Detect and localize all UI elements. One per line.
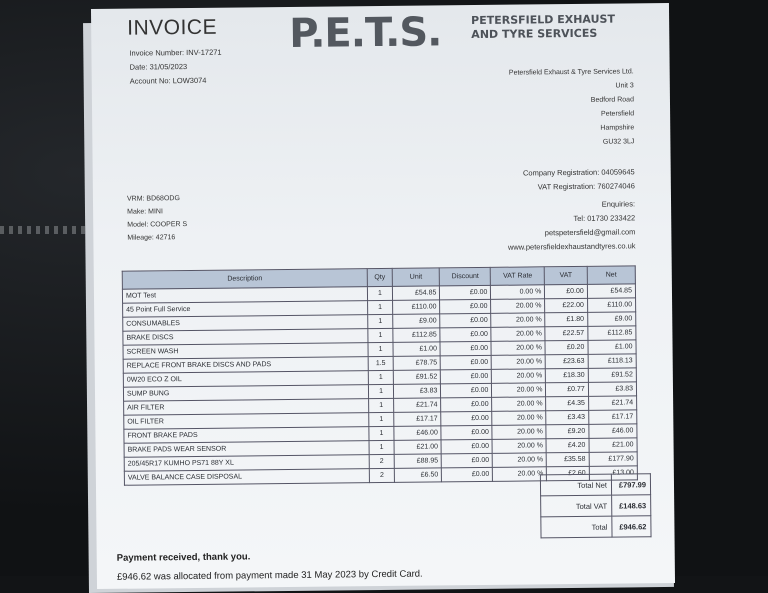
cell-unit: £110.00	[393, 300, 441, 314]
cell-net: £21.00	[589, 438, 637, 453]
cell-discount: £0.00	[441, 369, 492, 384]
payment-allocation: £946.62 was allocated from payment made 31 May 2023 by Credit Card.	[116, 568, 423, 583]
cell-vat: £0.00	[545, 284, 588, 298]
grand-total-value: £946.62	[612, 516, 651, 537]
payment-thanks: Payment received, thank you.	[116, 551, 251, 564]
cell-net: £17.17	[588, 410, 636, 425]
total-vat-label: Total VAT	[541, 495, 612, 517]
cell-qty: 1	[368, 314, 393, 328]
cell-vat-rate: 20.00 %	[492, 397, 546, 412]
cell-vat-rate: 20.00 %	[493, 453, 547, 468]
company-address	[509, 65, 635, 150]
cell-vat: £4.35	[546, 396, 589, 410]
cell-vat: £1.80	[545, 312, 588, 326]
cell-vat: £3.43	[546, 410, 589, 424]
header-unit: Unit	[392, 268, 440, 286]
cell-net: £1.00	[588, 340, 636, 355]
header-vat: VAT	[545, 266, 588, 284]
cell-qty: 1	[369, 412, 394, 426]
header-qty: Qty	[367, 268, 392, 286]
vehicle-mileage: Mileage: 42716	[127, 234, 176, 242]
cell-unit: £91.52	[393, 370, 441, 384]
company-registration: Company Registration: 04059645	[522, 167, 635, 178]
cell-description: 205/45R17 KUMHO PS71 88Y XL	[124, 455, 369, 472]
cell-qty: 1	[367, 286, 392, 300]
cell-qty: 1	[368, 328, 393, 342]
company-name	[471, 13, 615, 43]
cell-discount: £0.00	[442, 453, 493, 468]
cell-vat: £4.20	[546, 438, 589, 452]
cell-description: 0W20 ECO Z OIL	[123, 371, 368, 388]
cell-description: 45 Point Full Service	[123, 301, 368, 318]
cell-unit: £78.75	[393, 356, 441, 370]
cell-unit: £112.85	[393, 328, 441, 342]
cell-discount: £0.00	[440, 299, 491, 314]
cell-vat: £2.60	[547, 466, 590, 480]
cell-vat: £22.57	[545, 326, 588, 340]
cell-vat-rate: 20.00 %	[493, 467, 547, 482]
cell-unit: £17.17	[394, 412, 442, 426]
cell-qty: 1	[368, 384, 393, 398]
vehicle-vrm: VRM: BD68ODG	[126, 195, 180, 203]
invoice-date: Date: 31/05/2023	[129, 62, 188, 72]
cell-description: SUMP BUNG	[123, 385, 368, 402]
invoice-number: Invoice Number: INV-17271	[129, 47, 222, 58]
cell-unit: £21.00	[394, 440, 442, 454]
total-net-row	[540, 474, 650, 496]
cell-unit: £3.83	[393, 384, 441, 398]
cell-vat: £18.30	[546, 368, 589, 382]
enquiries-label: Enquiries:	[601, 199, 636, 209]
cell-description: MOT Test	[122, 287, 367, 304]
cell-discount: £0.00	[441, 425, 492, 440]
cell-description: FRONT BRAKE PADS	[124, 427, 369, 444]
cell-description: SCREEN WASH	[123, 343, 368, 360]
cell-net: £112.85	[588, 326, 636, 341]
cell-net: £177.90	[589, 452, 637, 467]
address-line: Hampshire	[600, 124, 635, 132]
invoice-title: INVOICE	[127, 15, 218, 40]
cell-vat: £22.00	[545, 298, 588, 312]
vehicle-make: Make: MINI	[127, 208, 163, 216]
registration-info	[523, 165, 635, 194]
address-line: GU32 3LJ	[602, 138, 635, 146]
cell-vat: £9.20	[546, 424, 589, 438]
cell-vat-rate: 20.00 %	[491, 299, 545, 314]
cell-description: CONSUMABLES	[123, 315, 368, 332]
telephone: Tel: 01730 233422	[573, 213, 636, 224]
cell-vat-rate: 20.00 %	[492, 439, 546, 454]
cell-qty: 1.5	[368, 356, 393, 370]
cell-description: VALVE BALANCE CASE DISPOSAL	[124, 469, 369, 486]
cell-description: BRAKE DISCS	[123, 329, 368, 346]
total-vat-row	[541, 495, 651, 517]
cell-vat: £23.63	[546, 354, 589, 368]
cell-description: BRAKE PADS WEAR SENSOR	[124, 441, 369, 458]
cell-description: REPLACE FRONT BRAKE DISCS AND PADS	[123, 357, 368, 374]
cell-vat: £0.20	[545, 340, 588, 354]
cell-qty: 1	[369, 440, 394, 454]
cell-description: AIR FILTER	[124, 399, 369, 416]
cell-qty: 1	[368, 300, 393, 314]
total-net-value: £797.99	[611, 474, 650, 495]
total-vat-value: £148.63	[612, 495, 651, 516]
cell-net: £54.85	[587, 284, 635, 299]
cell-vat-rate: 20.00 %	[492, 425, 546, 440]
address-line: Bedford Road	[590, 96, 634, 104]
cell-vat-rate: 20.00 %	[491, 341, 545, 356]
address-line: Petersfield Exhaust & Tyre Services Ltd.	[508, 68, 634, 77]
cell-net: £9.00	[587, 312, 635, 327]
cell-unit: £1.00	[393, 342, 441, 356]
invoice-meta	[129, 46, 222, 89]
cell-net: £91.52	[588, 368, 636, 383]
grand-total-label: Total	[541, 516, 612, 538]
cell-unit: £88.95	[394, 454, 442, 468]
cell-discount: £0.00	[441, 397, 492, 412]
cell-discount: £0.00	[440, 285, 491, 300]
website: www.petersfieldexhaustandtyres.co.uk	[507, 241, 636, 252]
cell-net: £118.13	[588, 354, 636, 369]
cell-discount: £0.00	[441, 355, 492, 370]
totals-table	[540, 473, 652, 538]
cell-vat-rate: 0.00 %	[491, 285, 545, 300]
enquiries-info	[507, 197, 635, 254]
cell-vat: £0.77	[546, 382, 589, 396]
cell-net: £46.00	[589, 424, 637, 439]
cell-vat-rate: 20.00 %	[492, 411, 546, 426]
company-name-line2: AND TYRE SERVICES	[471, 26, 598, 42]
header-vat-rate: VAT Rate	[491, 267, 545, 286]
cell-unit: £54.85	[392, 286, 440, 300]
cell-vat-rate: 20.00 %	[492, 383, 546, 398]
company-logo: P.E.T.S.	[289, 9, 442, 57]
cell-qty: 1	[368, 342, 393, 356]
cell-unit: £9.00	[393, 314, 441, 328]
cell-discount: £0.00	[441, 411, 492, 426]
cell-discount: £0.00	[440, 341, 491, 356]
cell-unit: £6.50	[394, 468, 442, 482]
company-name-line1: PETERSFIELD EXHAUST	[471, 12, 615, 28]
header-description: Description	[122, 269, 367, 290]
cell-discount: £0.00	[440, 327, 491, 342]
cell-vat-rate: 20.00 %	[492, 355, 546, 370]
cell-net: £110.00	[587, 298, 635, 313]
cell-description: OIL FILTER	[124, 413, 369, 430]
vehicle-info	[127, 192, 187, 245]
address-line: Petersfield	[600, 110, 635, 118]
line-items-table	[122, 265, 638, 485]
cell-qty: 1	[369, 426, 394, 440]
total-net-label: Total Net	[540, 474, 611, 496]
vehicle-model: Model: COOPER S	[127, 221, 188, 229]
cell-qty: 1	[368, 370, 393, 384]
header-net: Net	[587, 266, 635, 285]
cell-discount: £0.00	[440, 313, 491, 328]
cell-unit: £46.00	[394, 426, 442, 440]
invoice-sheet	[91, 3, 675, 589]
account-number: Account No: LOW3074	[129, 75, 207, 86]
cell-unit: £21.74	[394, 398, 442, 412]
cell-net: £21.74	[588, 396, 636, 411]
cell-vat-rate: 20.00 %	[491, 313, 545, 328]
cell-net: £13.00	[589, 466, 637, 481]
email: petspetersfield@gmail.com	[544, 227, 636, 238]
cell-vat: £35.58	[547, 452, 590, 466]
cell-qty: 1	[369, 398, 394, 412]
grand-total-row	[541, 516, 651, 538]
cell-discount: £0.00	[442, 467, 493, 482]
vat-registration: VAT Registration: 760274046	[537, 181, 635, 192]
seat-stitching	[0, 226, 86, 234]
header-discount: Discount	[440, 267, 491, 286]
cell-qty: 2	[369, 468, 394, 482]
cell-discount: £0.00	[441, 439, 492, 454]
cell-vat-rate: 20.00 %	[492, 369, 546, 384]
cell-vat-rate: 20.00 %	[491, 327, 545, 342]
cell-net: £3.83	[588, 382, 636, 397]
cell-qty: 2	[369, 454, 394, 468]
cell-discount: £0.00	[441, 383, 492, 398]
address-line: Unit 3	[615, 82, 634, 90]
